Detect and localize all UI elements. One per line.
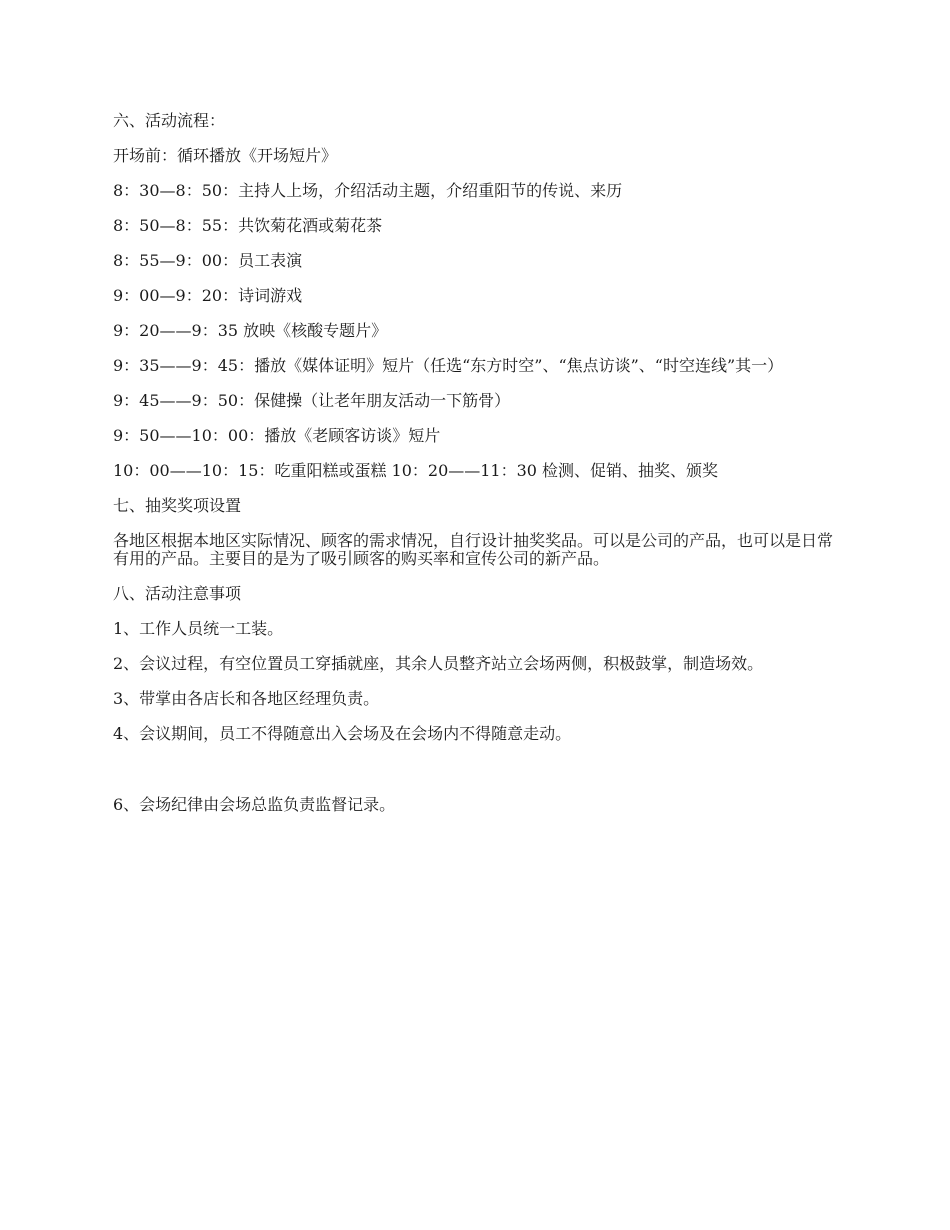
note-item: 2、会议过程，有空位置员工穿插就座，其余人员整齐站立会场两侧，积极鼓掌，制造场效。: [113, 654, 764, 673]
lottery-description: 各地区根据本地区实际情况、顾客的需求情况，自行设计抽奖奖品。可以是公司的产品，也可以是日常有用的产品。主要目的是为了吸引顾客的购买率和宣传公司的新产品。: [113, 531, 834, 568]
flow-item: 8：30—8：50：主持人上场，介绍活动主题，介绍重阳节的传说、来历: [113, 181, 623, 200]
note-item: 6、会场纪律由会场总监负责监督记录。: [113, 795, 396, 814]
flow-item: 9：00—9：20：诗词游戏: [113, 286, 303, 305]
blank-space: [113, 760, 838, 796]
flow-item: 8：50—8：55：共饮菊花酒或菊花茶: [113, 216, 383, 235]
section-heading-lottery: 七、抽奖奖项设置: [113, 496, 242, 515]
note-item: 3、带掌由各店长和各地区经理负责。: [113, 689, 380, 708]
flow-item: 8：55—9：00：员工表演: [113, 251, 303, 270]
note-item: 4、会议期间，员工不得随意出入会场及在会场内不得随意走动。: [113, 724, 572, 743]
flow-item: 9：50——10：00：播放《老顾客访谈》短片: [113, 426, 441, 445]
document-page: [113, 112, 838, 831]
flow-item: 9：35——9：45：播放《媒体证明》短片（任选“东方时空”、“焦点访谈”、“时空连线”其一）: [113, 356, 784, 375]
flow-item: 10：00——10：15：吃重阳糕或蛋糕 10：20——11：30 检测、促销、抽奖、颁奖: [113, 461, 719, 480]
note-item: 1、工作人员统一工装。: [113, 619, 284, 638]
flow-item: 9：45——9：50：保健操（让老年朋友活动一下筋骨）: [113, 391, 511, 410]
flow-item-preshow: 开场前：循环播放《开场短片》: [113, 146, 338, 165]
flow-item: 9：20——9：35 放映《核酸专题片》: [113, 321, 388, 340]
section-heading-notes: 八、活动注意事项: [113, 584, 242, 603]
section-heading-flow: 六、活动流程：: [113, 111, 226, 130]
